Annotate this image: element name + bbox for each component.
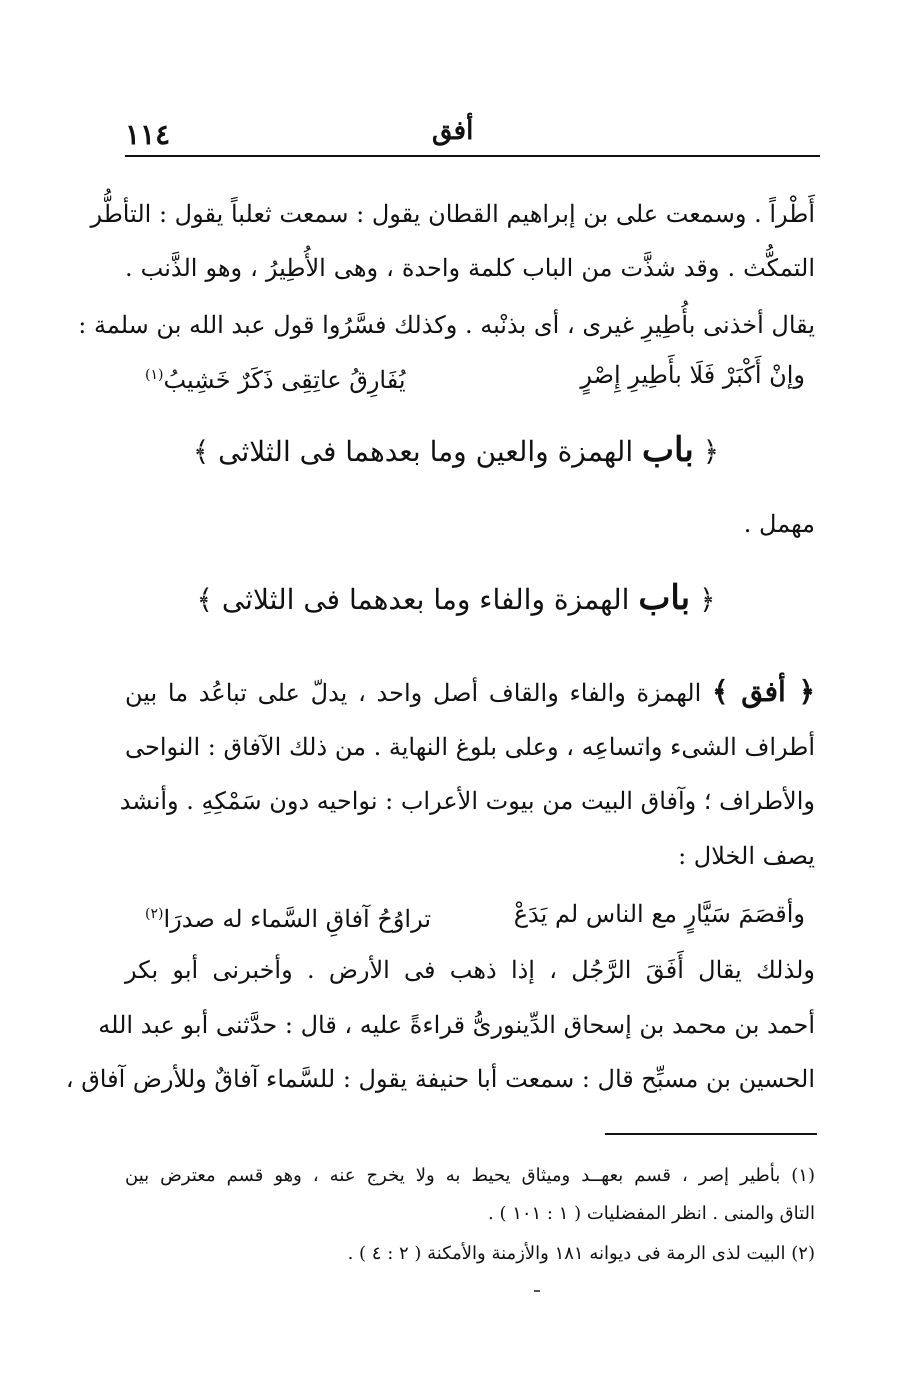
text-line: ولذلك يقال أَفَقَ الرَّجُل ، إذا ذهب فى الأرض . وأخبرنى أبو بكر bbox=[125, 956, 815, 984]
running-headword: أفق bbox=[432, 116, 474, 146]
entry-line bbox=[125, 670, 815, 714]
verse-hemistich-text: تراوُحُ آفاقِ السَّماء له صدرَا bbox=[163, 905, 432, 933]
text-line: يقال أخذنى بأُطِيرِ غيرى ، أى بذنْبه . وكذلك فسَّرُوا قول عبد الله بن سلمة : bbox=[78, 311, 815, 339]
text-line: الحسين بن مسبِّح قال : سمعت أبا حنيفة يقول : للسَّماء آفاقٌ وللأرض آفاق ، bbox=[65, 1065, 815, 1093]
verse-hemistich-second bbox=[145, 352, 406, 403]
ornament-bracket-close: ﴾ bbox=[192, 435, 210, 468]
footnote-line: التاق والمنى . انظر المفضليات ( ١ : ١٠١ ) . bbox=[488, 1203, 815, 1224]
footnote-ref: (١) bbox=[145, 367, 164, 383]
verse-hemistich-first: وإنْ أَكْبَرْ فَلَا بأَطِيرِ إِصْرٍ bbox=[580, 361, 805, 389]
text-line: أَطْراً . وسمعت على بن إبراهيم القطان يقول : سمعت ثعلباً يقول : التأطُّر bbox=[90, 200, 815, 228]
section-heading-text: الهمزة والفاء وما بعدهما فى الثلاثى bbox=[221, 583, 630, 616]
section-body: مهمل . bbox=[743, 510, 815, 538]
ornament-bracket-close: ﴾ bbox=[196, 583, 213, 616]
section-bab-word: باب bbox=[642, 430, 694, 470]
section-heading bbox=[0, 578, 912, 618]
section-bab-word: باب bbox=[638, 578, 691, 618]
section-heading-text: الهمزة والعين وما بعدهما فى الثلاثى bbox=[218, 435, 634, 468]
section-heading bbox=[0, 430, 912, 470]
text-line: أحمد بن محمد بن إسحاق الدِّينورىُّ قراءةً عليه ، قال : حدَّثنى أبو عبد الله bbox=[98, 1011, 815, 1039]
page-number: ١١٤ bbox=[125, 118, 171, 151]
verse-hemistich-first: وأقصَمَ سَيَّارٍ مع الناس لم يَدَعْ bbox=[513, 900, 805, 928]
header-rule bbox=[125, 155, 820, 157]
entry-headword: ﴿ أفق ﴾ bbox=[712, 675, 815, 708]
text-line: أطراف الشىء واتساعِه ، وعلى بلوغ النهاية . من ذلك الآفاق : النواحى bbox=[125, 733, 815, 761]
footnote-ref: (٢) bbox=[145, 906, 164, 922]
footnote-line: (٢) البيت لذى الرمة فى ديوانه ١٨١ والأزمنة والأمكنة ( ٢ : ٤ ) . bbox=[347, 1243, 815, 1264]
verse-hemistich-text: يُفَارِقُ عاتِقِى ذَكَرٌ خَشِيبُ bbox=[163, 366, 406, 394]
verse-hemistich-second bbox=[145, 891, 431, 942]
poetry-verse bbox=[125, 352, 805, 398]
text-line: التمكُّث . وقد شذَّت من الباب كلمة واحدة ، وهى الأُطِيرُ ، وهو الذَّنب . bbox=[125, 254, 815, 282]
ornament-bracket-open: ﴿ bbox=[702, 435, 720, 468]
entry-text: الهمزة والفاء والقاف أصل واحد ، يدلّ على تباعُد ما بين bbox=[125, 679, 702, 707]
ornament-bracket-open: ﴿ bbox=[699, 583, 716, 616]
footnote-rule bbox=[605, 1133, 817, 1135]
poetry-verse bbox=[125, 891, 805, 937]
footnote-line: (١) بأطير إصر ، قسم بعهــد وميثاق يحيط به ولا يخرج عنه ، وهو قسم معترض بين bbox=[125, 1165, 815, 1186]
text-line: والأطراف ؛ وآفاق البيت من بيوت الأعراب : نواحيه دون سَمْكِهِ . وأنشد bbox=[119, 787, 815, 815]
text-line: يصف الخلال : bbox=[678, 842, 815, 870]
print-speck bbox=[534, 1290, 540, 1292]
